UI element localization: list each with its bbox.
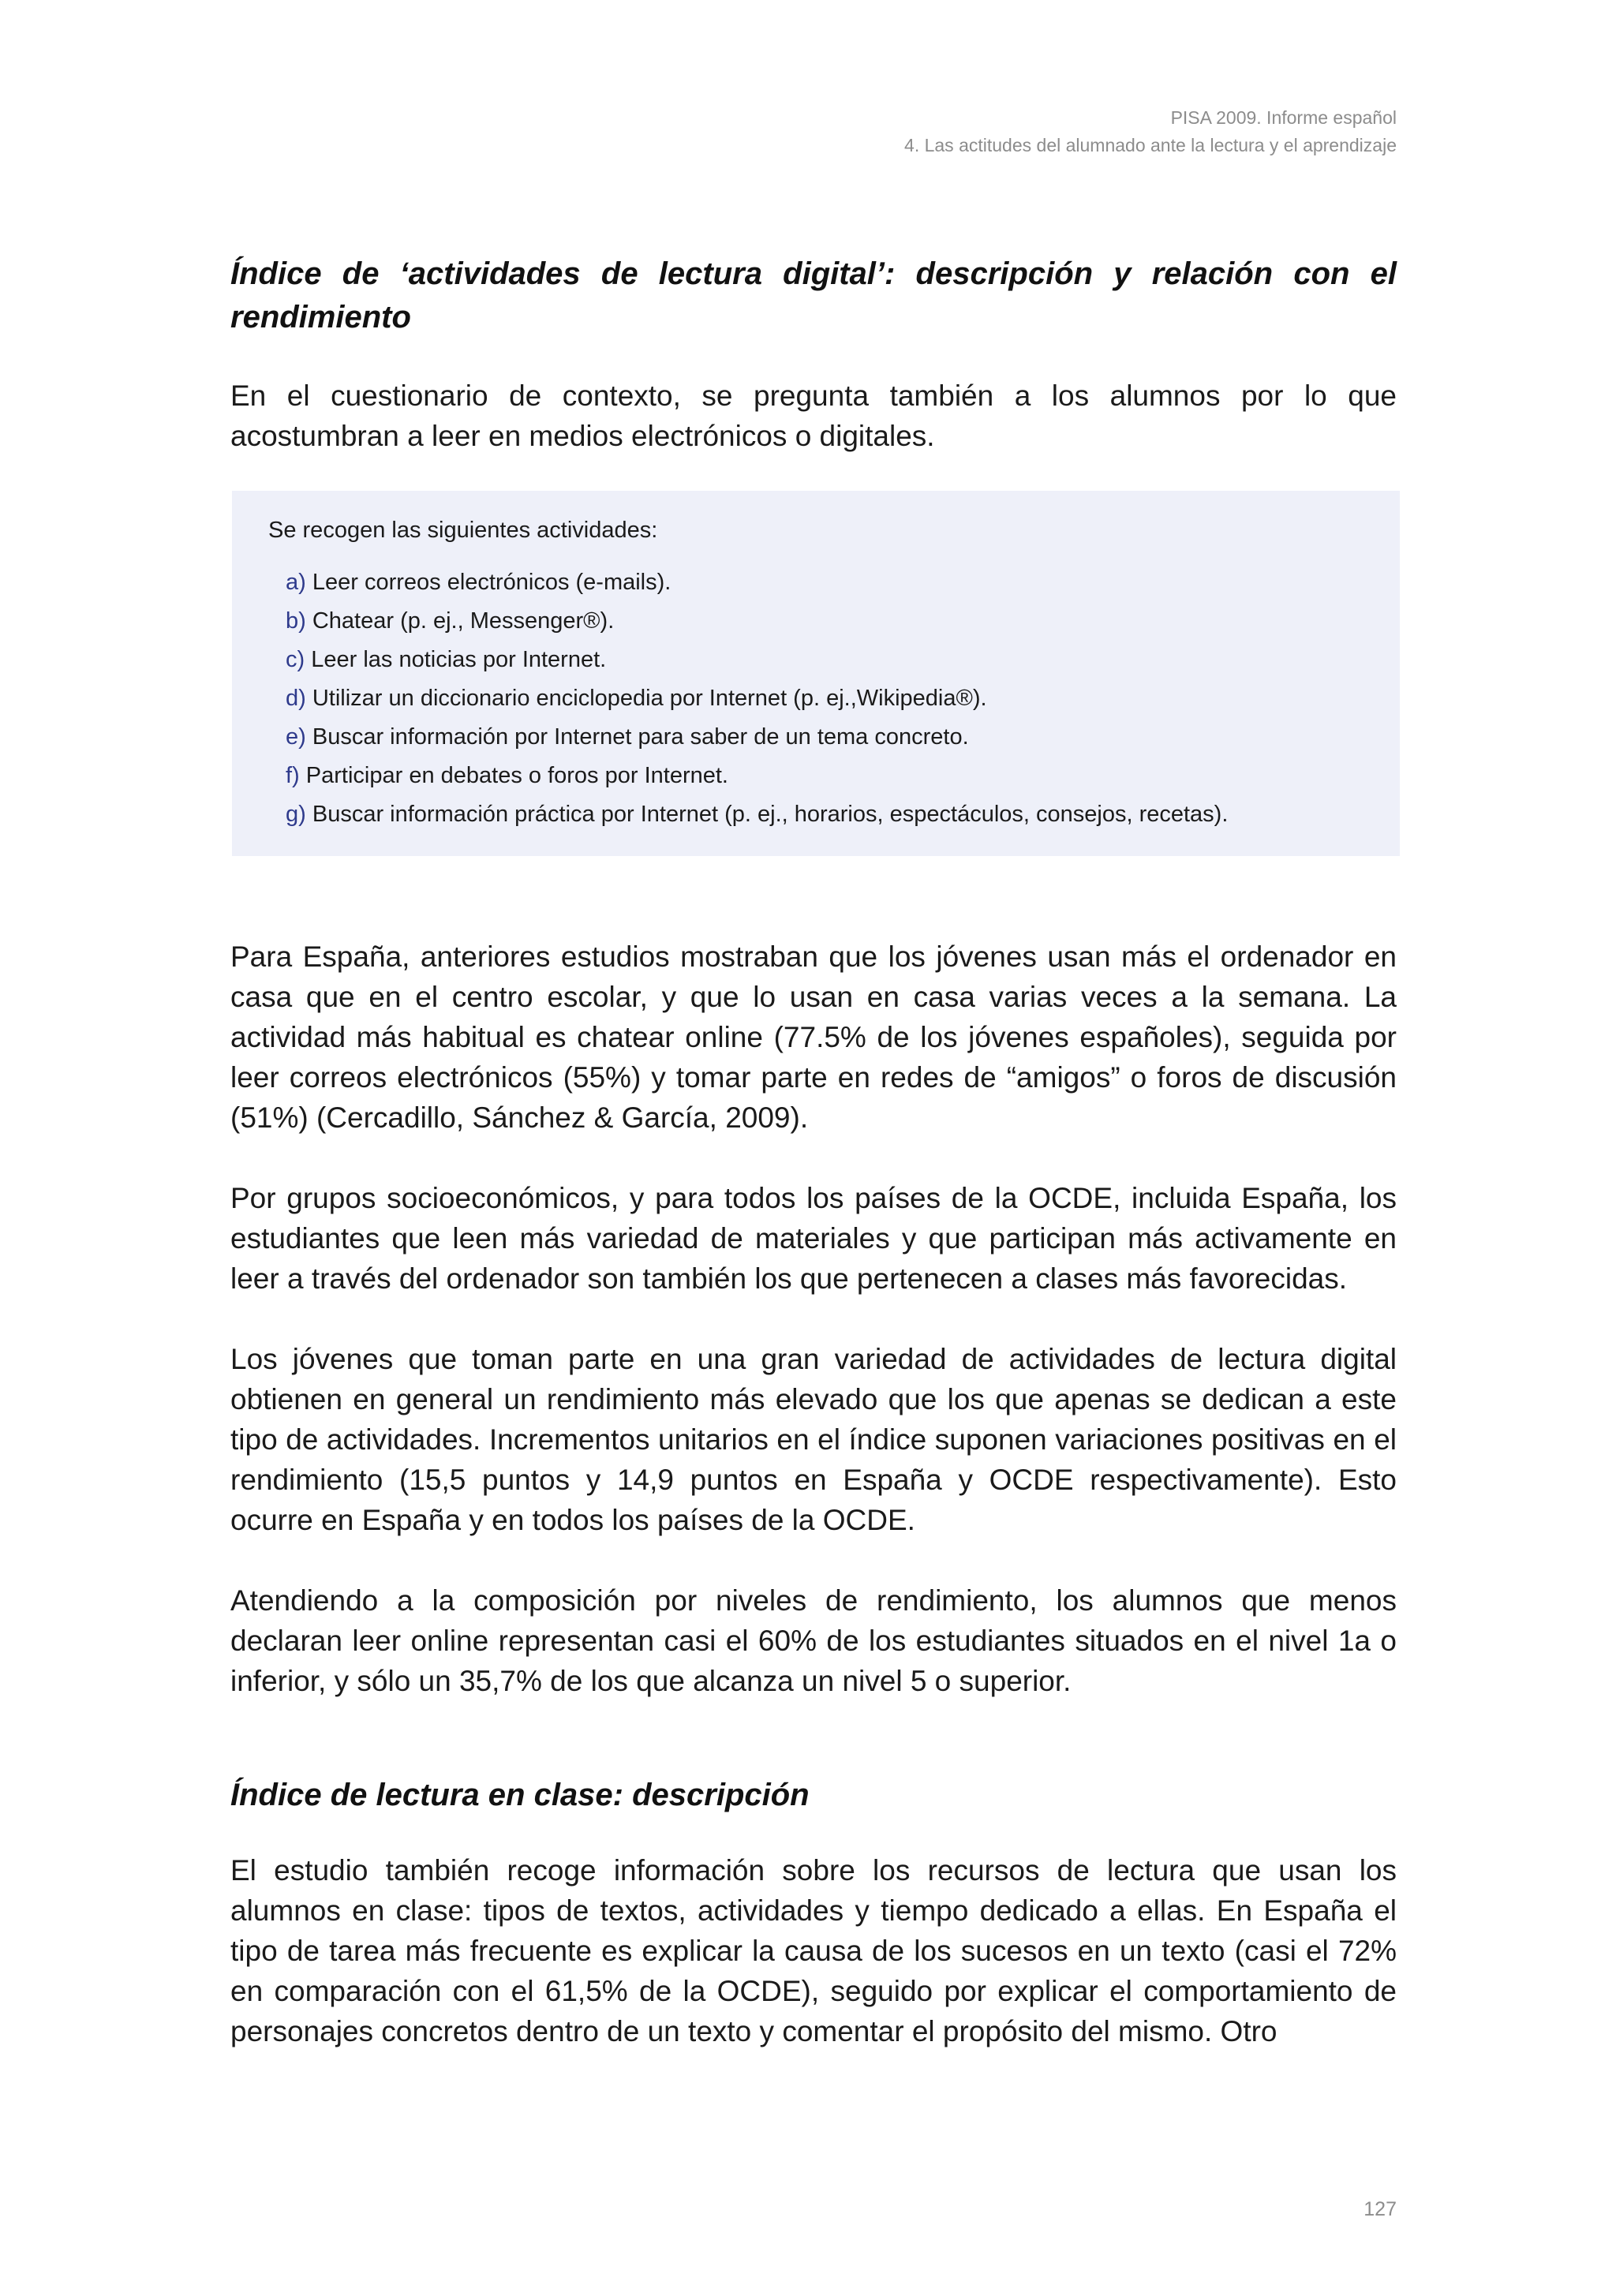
body-paragraph: Atendiendo a la composición por niveles de rendimiento, los alumnos que menos declaran leer online representan casi el 60% de los estudiantes situados en el nivel 1a o inferior, y sólo un 35,7% de los que alcanza un nivel 5 o superior. — [230, 1584, 1397, 1697]
list-item — [286, 795, 1368, 834]
list-item — [286, 679, 1368, 718]
list-item-letter: g) — [286, 802, 306, 827]
list-item-text: Buscar información por Internet para saber de un tema concreto. — [305, 724, 969, 750]
list-item — [286, 602, 1368, 641]
activities-box — [232, 491, 1400, 856]
body-paragraph: Los jóvenes que toman parte en una gran variedad de actividades de lectura digital obtienen en general un rendimiento más elevado que los que apenas se dedican a este tipo de actividades. Incrementos unitarios en el índice suponen variaciones positivas en el rendimiento (15,5 puntos y 14,9 puntos en España y OCDE respectivamente). Esto ocurre en España y en todos los países de la OCDE. — [230, 1343, 1397, 1536]
list-item-letter: e) — [286, 724, 306, 750]
list-item-text: Chatear (p. ej., Messenger®). — [305, 608, 615, 634]
body-paragraph: El estudio también recoge información sobre los recursos de lectura que usan los alumnos en clase: tipos de textos, actividades y tiempo dedicado a ellas. En España el tipo de tarea más frecuente es explicar la causa de los sucesos en un texto (casi el 72% en comparación con el 61,5% de la OCDE), seguido por explicar el comportamiento de personajes concretos dentro de un texto y comentar el propósito del mismo. Otro — [230, 1854, 1397, 2047]
list-item — [286, 641, 1368, 679]
activities-list — [268, 563, 1368, 834]
header-chapter-title: 4. Las actitudes del alumnado ante la lectura y el aprendizaje — [904, 135, 1397, 155]
section-heading-class-reading: Índice de lectura en clase: descripción — [230, 1778, 810, 1812]
list-item-letter: f) — [286, 763, 300, 788]
body-paragraph: Para España, anteriores estudios mostraban que los jóvenes usan más el ordenador en casa que en el centro escolar, y que lo usan en casa varias veces a la semana. La actividad más habitual es chatear online (77.5% de los jóvenes españoles), seguida por leer correos electrónicos (55%) y tomar parte en redes de “amigos” o foros de discusión (51%) (Cercadillo, Sánchez & García, 2009). — [230, 940, 1397, 1134]
body-paragraph: Por grupos socioeconómicos, y para todos los países de la OCDE, incluida España, los estudiantes que leen más variedad de materiales y que participan más activamente en leer a través del ordenador son también los que pertenecen a clases más favorecidas. — [230, 1182, 1397, 1295]
list-item-text: Participar en debates o foros por Internet. — [299, 763, 728, 788]
list-item — [286, 563, 1368, 602]
activities-box-intro: Se recogen las siguientes actividades: — [268, 518, 658, 543]
main-content — [230, 252, 1397, 2051]
list-item-text: Utilizar un diccionario enciclopedia por Internet (p. ej.,Wikipedia®). — [305, 686, 987, 711]
list-item-letter: a) — [286, 570, 306, 595]
running-header — [904, 104, 1397, 159]
section-intro-paragraph: En el cuestionario de contexto, se pregunta también a los alumnos por lo que acostumbran a leer en medios electrónicos o digitales. — [230, 380, 1397, 452]
list-item — [286, 718, 1368, 757]
list-item-text: Leer las noticias por Internet. — [305, 647, 607, 672]
list-item — [286, 757, 1368, 795]
header-report-title: PISA 2009. Informe español — [1170, 107, 1397, 128]
page-number: 127 — [1364, 2198, 1397, 2220]
list-item-letter: d) — [286, 686, 306, 711]
list-item-letter: c) — [286, 647, 305, 672]
section-heading-digital-reading: Índice de ‘actividades de lectura digital’: descripción y relación con el rendimiento — [230, 256, 1397, 335]
list-item-text: Leer correos electrónicos (e-mails). — [305, 570, 671, 595]
list-item-letter: b) — [286, 608, 306, 634]
list-item-text: Buscar información práctica por Internet (p. ej., horarios, espectáculos, consejos, recetas). — [305, 802, 1229, 827]
